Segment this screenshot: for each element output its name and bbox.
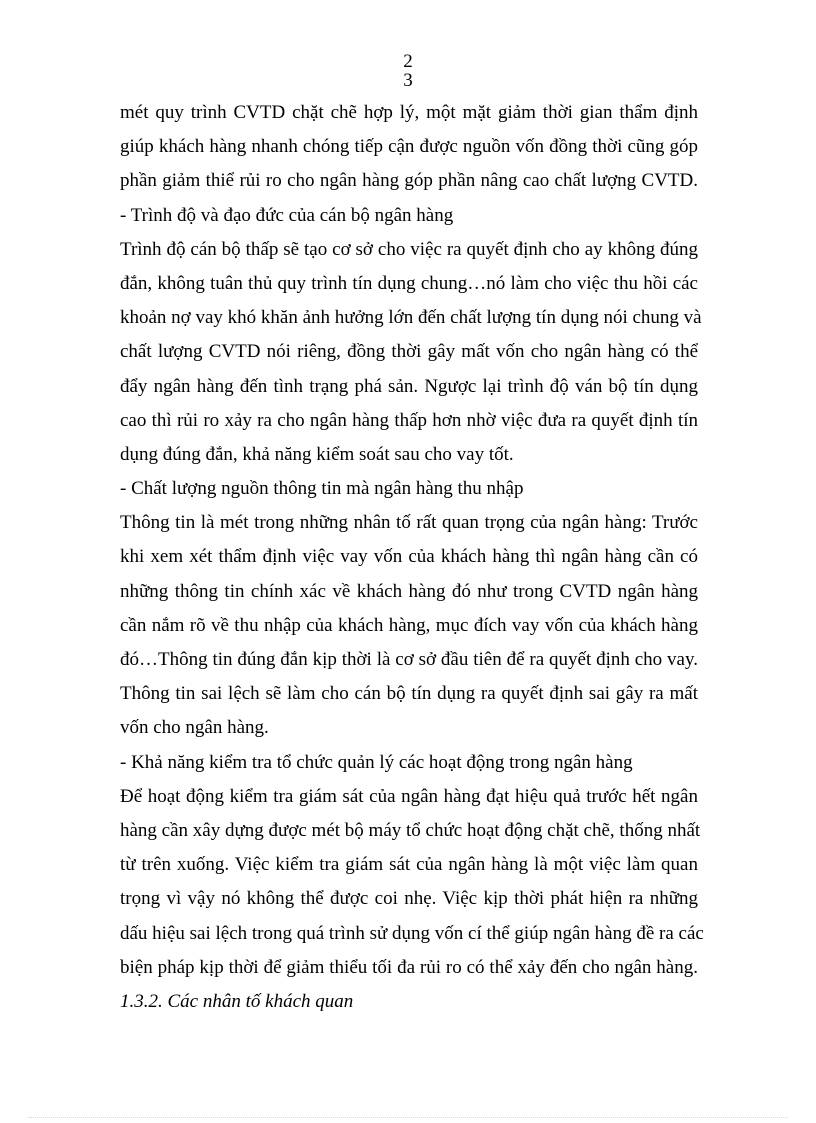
sub-heading: - Trình độ và đạo đức của cán bộ ngân hàng — [120, 204, 454, 226]
text-line: trọng vì vậy nó không thể được coi nhẹ. Việc kịp thời phát hiện ra những — [120, 888, 698, 910]
text-line: Thông tin là mét trong những nhân tố rất quan trọng của ngân hàng: Trước — [120, 512, 698, 534]
text-line: chất lượng CVTD nói riêng, đồng thời gây mất vốn cho ngân hàng có thể — [120, 341, 698, 363]
text-line: Để hoạt động kiểm tra giám sát của ngân hàng đạt hiệu quả trước hết ngân — [120, 785, 698, 807]
text-line: dấu hiệu sai lệch trong quá trình sử dụng vốn cí thể giúp ngân hàng đề ra các — [120, 922, 704, 944]
text-line: biện pháp kịp thời để giảm thiểu tối đa rủi ro có thể xảy đến cho ngân hàng. — [120, 956, 698, 978]
text-line: từ trên xuống. Việc kiểm tra giám sát của ngân hàng là một việc làm quan — [120, 854, 698, 876]
text-line: khoản nợ vay khó khăn ảnh hưởng lớn đến chất lượng tín dụng nói chung và — [120, 307, 702, 329]
text-line: Trình độ cán bộ thấp sẽ tạo cơ sở cho việc ra quyết định cho ay không đúng — [120, 238, 698, 260]
text-line: mét quy trình CVTD chặt chẽ hợp lý, một mặt giảm thời gian thẩm định — [120, 102, 698, 123]
text-line: những thông tin chính xác về khách hàng đó như trong CVTD ngân hàng — [120, 580, 698, 602]
sub-heading: - Chất lượng nguồn thông tin mà ngân hàng thu nhập — [120, 478, 524, 500]
text-line: khi xem xét thẩm định việc vay vốn của khách hàng thì ngân hàng cần có — [120, 546, 698, 568]
text-line: cao thì rủi ro xảy ra cho ngân hàng thấp hơn nhờ việc đưa ra quyết định tín — [120, 409, 698, 431]
text-line: giúp khách hàng nhanh chóng tiếp cận được nguồn vốn đồng thời cũng góp — [120, 136, 698, 158]
text-line: Thông tin sai lệch sẽ làm cho cán bộ tín dụng ra quyết định sai gây ra mất — [120, 683, 698, 705]
page-number-bottom: 3 — [403, 70, 413, 91]
page-number-top: 2 — [403, 51, 413, 72]
text-line: vốn cho ngân hàng. — [120, 717, 269, 739]
section-heading: 1.3.2. Các nhân tố khách quan — [120, 990, 354, 1012]
text-line: hàng cần xây dựng được mét bộ máy tổ chức hoạt động chặt chẽ, thống nhất — [120, 819, 701, 841]
text-line: cần nắm rõ về thu nhập của khách hàng, mục đích vay vốn của khách hàng — [120, 614, 698, 636]
text-line: phần giảm thiể rủi ro cho ngân hàng góp phần nâng cao chất lượng CVTD. — [120, 170, 698, 192]
text-line: đắn, không tuân thủ quy trình tín dụng chung…nó làm cho việc thu hồi các — [120, 272, 698, 294]
page-bottom-divider — [28, 1117, 788, 1118]
body-text — [120, 96, 704, 1019]
sub-heading: - Khả năng kiểm tra tổ chức quản lý các hoạt động trong ngân hàng — [120, 751, 633, 773]
text-line: dụng đúng đắn, khả năng kiểm soát sau cho vay tốt. — [120, 443, 514, 465]
text-line: đó…Thông tin đúng đắn kịp thời là cơ sở đầu tiên để ra quyết định cho vay. — [120, 649, 698, 670]
text-line: đẩy ngân hàng đến tình trạng phá sản. Ngược lại trình độ ván bộ tín dụng — [120, 375, 698, 397]
